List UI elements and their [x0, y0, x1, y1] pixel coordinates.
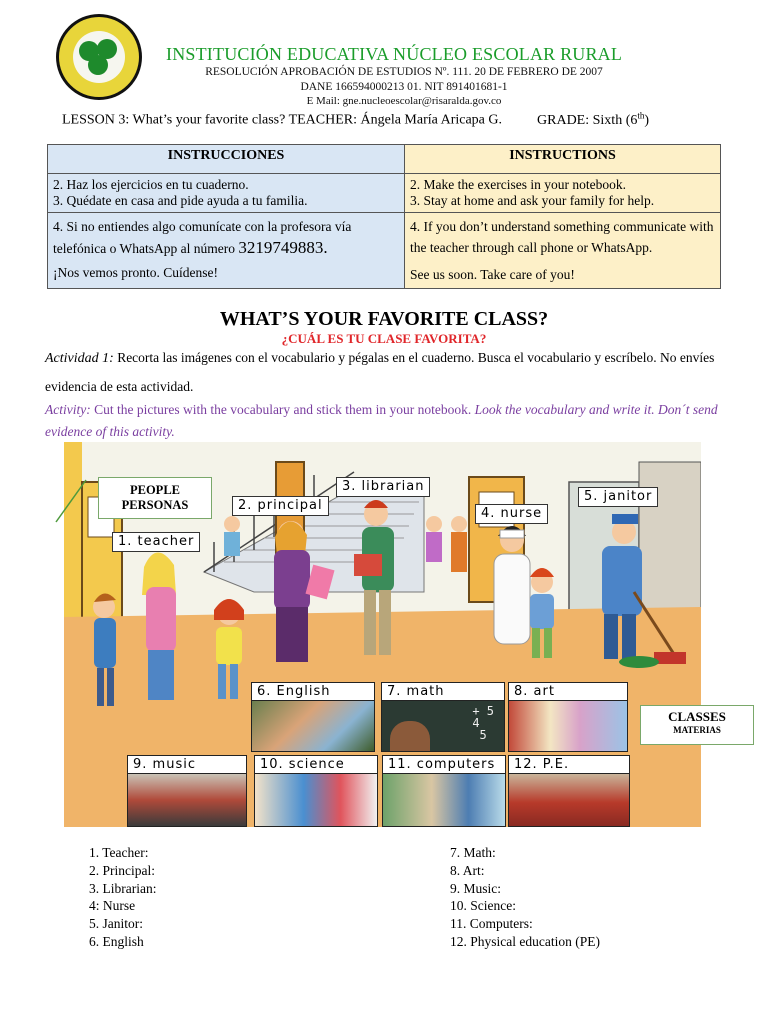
vocab-item: 4: Nurse [89, 898, 136, 914]
vocab-list-classes [450, 844, 600, 951]
vocab-item: 8. Art: [450, 862, 485, 878]
vocab-item: 1. Teacher: [89, 845, 149, 860]
vocab-item: 2. Principal: [89, 862, 155, 878]
institution-name: INSTITUCIÓN EDUCATIVA NÚCLEO ESCOLAR RURAL [166, 44, 623, 64]
tag-teacher: 1. teacher [112, 532, 200, 552]
cell-en-contact: 4. If you don’t understand something communicate with the teacher through call phone or WhatsApp. See us soon. Take care of you! [405, 213, 721, 289]
cell-en-steps: 2. Make the exercises in your notebook. 3. Stay at home and ask your family for help. [405, 174, 721, 213]
vocab-item: 12. Physical education (PE) [450, 933, 600, 949]
page-subtitle: ¿CUÁL ES TU CLASE FAVORITA? [281, 331, 487, 346]
vocab-item: 5. Janitor: [89, 916, 143, 932]
resolution-line: RESOLUCIÓN APROBACIÓN DE ESTUDIOS Nº. 111. 20 DE FEBRERO DE 2007 [205, 66, 603, 78]
email-line: E Mail: gne.nucleoescolar@risaralda.gov.co [306, 95, 502, 107]
phone-number: 3219749883. [238, 238, 328, 257]
cell-es-contact: 4. Si no entiendes algo comunícate con la profesora vía telefónica o WhatsApp al número 3219749883. ¡Nos vemos pronto. Cuídense! [48, 213, 405, 289]
cell-es-steps: 2. Haz los ejercicios en tu cuaderno. 3. Quédate en casa and pide ayuda a tu familia. [48, 174, 405, 213]
page-title: WHAT’S YOUR FAVORITE CLASS? [219, 308, 549, 330]
tile-art: 8. art [508, 682, 628, 752]
tile-math: 7. math + 5 4 5 [381, 682, 505, 752]
instructions-table [47, 144, 721, 289]
lesson-title: LESSON 3: What’s your favorite class? [62, 112, 286, 128]
vocab-item: 7. Math: [450, 845, 496, 860]
tag-principal: 2. principal [232, 496, 329, 516]
activity-spanish: Actividad 1: Recorta las imágenes con el vocabulario y pégalas en el cuaderno. Busca el vocabulario y escríbelo. No envíes evidencia de esta actividad. [45, 350, 715, 394]
tile-science: 10. science [254, 755, 378, 827]
vocab-item: 6. English [89, 933, 144, 949]
vocab-list-people [89, 844, 156, 951]
tag-janitor: 5. janitor [578, 487, 658, 507]
vocab-item: 9. Music: [450, 880, 502, 896]
tag-librarian: 3. librarian [336, 477, 430, 497]
vocab-item: 11. Computers: [450, 916, 533, 932]
lesson-line [62, 110, 649, 129]
people-label-box: PEOPLE PERSONAS [98, 477, 212, 519]
classes-label-box: CLASSES MATERIAS [640, 705, 754, 745]
grade-text: GRADE: Sixth (6th) [537, 110, 650, 128]
dane-line: DANE 166594000213 01. NIT 891401681-1 [300, 81, 508, 93]
green-slash-mark [52, 476, 92, 526]
vocab-item: 10. Science: [450, 898, 516, 914]
tile-english: 6. English [251, 682, 375, 752]
tile-computers: 11. computers [382, 755, 506, 827]
tile-music: 9. music [127, 755, 247, 827]
header-instrucciones: INSTRUCCIONES [48, 145, 405, 174]
activity-english: Activity: Cut the pictures with the vocabulary and stick them in your notebook. Look the vocabulary and write it. Don´t send evidence of this activity. [45, 402, 718, 439]
tile-pe: 12. P.E. [508, 755, 630, 827]
vocab-item: 3. Librarian: [89, 880, 157, 896]
tag-nurse: 4. nurse [475, 504, 548, 524]
header-instructions: INSTRUCTIONS [405, 145, 721, 174]
teacher-name: TEACHER: Ángela María Aricapa G. [288, 112, 503, 128]
